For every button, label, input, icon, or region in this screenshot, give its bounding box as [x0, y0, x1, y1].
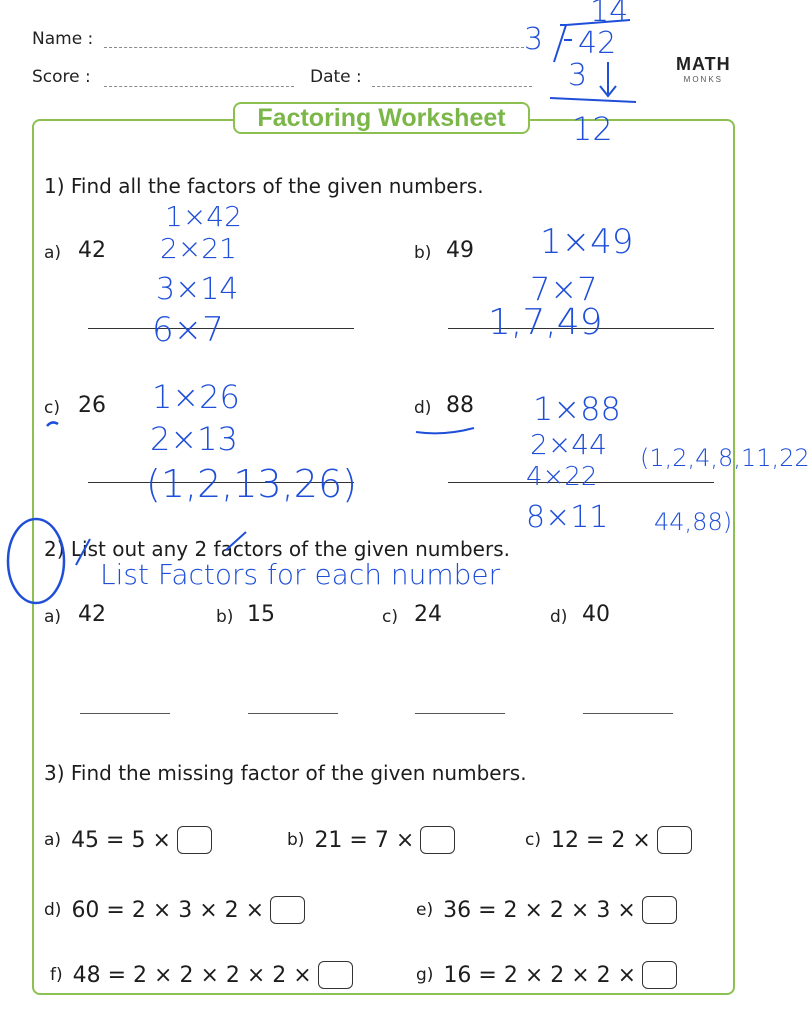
q3g-expr: 16 = 2 × 2 × 2 ×: [443, 962, 637, 988]
hw-d-list-2: 44,88): [654, 508, 733, 536]
q2d-value: 40: [582, 602, 610, 627]
q3a-equation: [44, 826, 212, 854]
hw-b-line-1: 1×49: [540, 222, 634, 262]
hw-q2-strike-2: [222, 528, 252, 558]
q3c-expr: 12 = 2 ×: [550, 827, 651, 853]
q2a-value: 42: [78, 602, 106, 627]
q3c-answer-box[interactable]: [657, 826, 692, 854]
q1c-value: 26: [78, 393, 106, 418]
hw-a-line-1: 1×42: [165, 200, 242, 233]
hw-b-line-2: 7×7: [530, 270, 598, 308]
q3b-equation: [287, 826, 455, 854]
score-line[interactable]: [104, 86, 294, 87]
hw-a-line-4: 6×7: [152, 310, 224, 350]
q3g-answer-box[interactable]: [642, 961, 677, 989]
q1c-label: c): [44, 398, 60, 418]
hw-division-dividend: 42: [578, 26, 617, 61]
q1d-label: d): [414, 398, 432, 418]
hw-c-mark: [44, 416, 64, 430]
hw-d-line-3: 4×22: [526, 462, 598, 492]
q1a-value: 42: [78, 238, 106, 263]
name-label: Name :: [32, 29, 94, 49]
q3c-label: c): [525, 830, 541, 850]
q3f-equation: [50, 961, 353, 989]
logo-sub-text: MONKS: [683, 75, 723, 84]
q3g-equation: [416, 961, 677, 989]
q3a-expr: 45 = 5 ×: [71, 827, 171, 853]
q3e-answer-box[interactable]: [642, 896, 677, 924]
q3e-label: e): [416, 900, 434, 920]
q2d-answer-line[interactable]: [583, 713, 673, 714]
q3e-equation: [416, 896, 677, 924]
q2a-label: a): [44, 607, 62, 627]
worksheet-title: Factoring Worksheet: [233, 102, 530, 134]
hw-d-line-2: 2×44: [530, 428, 607, 461]
math-monks-logo: [676, 54, 731, 84]
date-line[interactable]: [372, 86, 532, 87]
q1d-value: 88: [446, 393, 474, 418]
hw-d-underline: [414, 424, 478, 438]
hw-division-sub: 3: [568, 58, 588, 93]
hw-c-line-1: 1×26: [152, 378, 240, 416]
q3b-answer-box[interactable]: [420, 826, 455, 854]
hw-b-line-3: 1,7,49: [488, 302, 603, 343]
q2d-label: d): [550, 607, 568, 627]
hw-division-quotient: 14: [590, 0, 629, 29]
date-label: Date :: [310, 67, 362, 87]
q2b-value: 15: [247, 602, 275, 627]
q2a-answer-line[interactable]: [80, 713, 170, 714]
q2c-value: 24: [414, 602, 442, 627]
hw-c-line-3: (1,2,13,26): [146, 462, 357, 506]
q2c-label: c): [382, 607, 398, 627]
q3f-expr: 48 = 2 × 2 × 2 × 2 ×: [72, 962, 312, 988]
hw-q2-circle: [0, 515, 100, 615]
q3a-answer-box[interactable]: [177, 826, 212, 854]
hw-division-divisor: 3: [524, 22, 544, 57]
q2b-answer-line[interactable]: [248, 713, 338, 714]
q1b-label: b): [414, 243, 432, 263]
hw-d-line-4: 8×11: [526, 500, 609, 535]
q3d-equation: [44, 896, 305, 924]
q1a-label: a): [44, 243, 62, 263]
hw-q2-note: List Factors for each number: [100, 558, 501, 591]
hw-division-bracket: [520, 0, 640, 110]
q3d-label: d): [44, 900, 62, 920]
q2-prompt: 2) List out any 2 factors of the given numbers.: [44, 537, 510, 561]
q3f-label: f): [50, 965, 63, 985]
q1b-value: 49: [446, 238, 474, 263]
hw-c-line-2: 2×13: [150, 420, 238, 458]
hw-d-list-1: (1,2,4,8,11,22: [640, 444, 810, 472]
q3b-label: b): [287, 830, 305, 850]
q3c-equation: [525, 826, 692, 854]
q3a-label: a): [44, 830, 62, 850]
q3d-expr: 60 = 2 × 3 × 2 ×: [71, 897, 265, 923]
q3g-label: g): [416, 965, 434, 985]
q2b-label: b): [216, 607, 234, 627]
q3e-expr: 36 = 2 × 2 × 3 ×: [443, 897, 636, 923]
q3d-answer-box[interactable]: [270, 896, 305, 924]
q3b-expr: 21 = 7 ×: [314, 827, 415, 853]
logo-main-text: MATH: [676, 54, 731, 74]
hw-division-result: 12: [572, 110, 613, 148]
score-label: Score :: [32, 67, 91, 87]
hw-d-line-1: 1×88: [533, 390, 621, 428]
q3f-answer-box[interactable]: [318, 961, 353, 989]
name-line[interactable]: [104, 47, 524, 48]
hw-a-line-3: 3×14: [156, 272, 239, 307]
q1-prompt: 1) Find all the factors of the given numbers.: [44, 174, 484, 198]
q2c-answer-line[interactable]: [415, 713, 505, 714]
hw-a-line-2: 2×21: [160, 232, 237, 265]
q3-prompt: 3) Find the missing factor of the given numbers.: [44, 761, 527, 785]
